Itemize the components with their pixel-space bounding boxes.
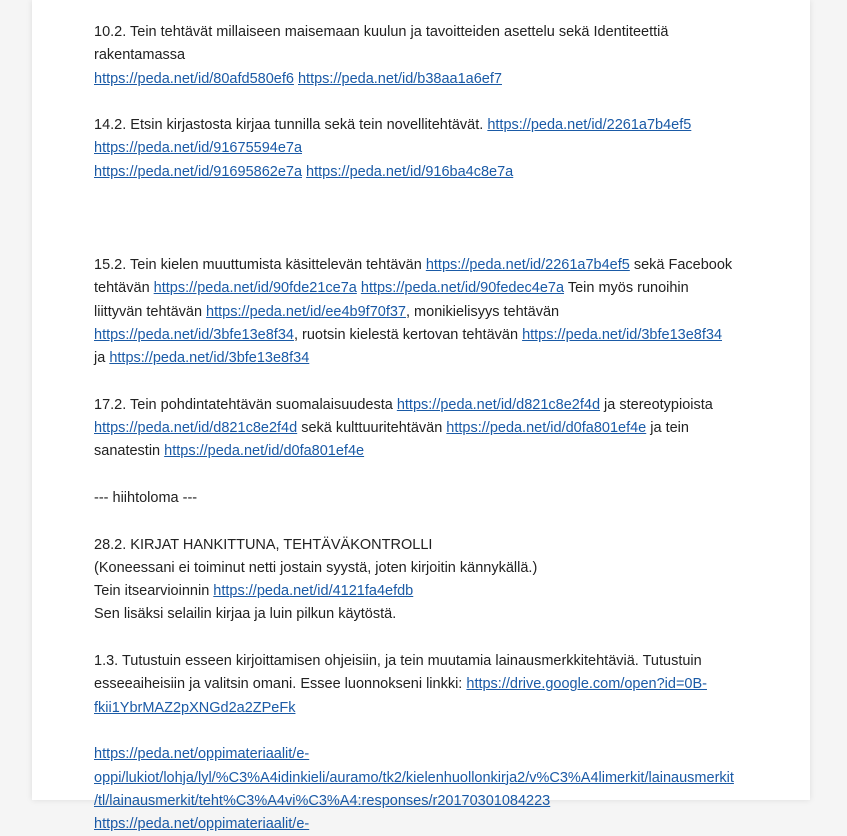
link-3bfe13e8f34[interactable]: https://peda.net/id/3bfe13e8f34 — [94, 326, 294, 343]
entry-14-2-line-3 — [94, 161, 794, 184]
entry-1-3-line-3 — [94, 697, 794, 720]
entry-28-2-heading: 28.2. KIRJAT HANKITTUNA, TEHTÄVÄKONTROLLI — [94, 536, 433, 553]
entry-15-2-line-5: ja https://peda.net/id/3bfe13e8f34 — [94, 350, 310, 367]
entry-10-2-line-1: 10.2. Tein tehtävät millaiseen maisemaan kuulun ja tavoitteiden asettelu sekä Identiteettiä — [94, 24, 669, 40]
entry-15-2-line-1: 15.2. Tein kielen muuttumista käsittelevän tehtävän https://peda.net/id/2261a7b4ef5 sekä Facebook — [94, 256, 733, 273]
entry-15-2-line-3: liittyvän tehtävän https://peda.net/id/ee4b9f70f37, monikielisyys tehtävän — [94, 303, 560, 320]
entry-14-2-line-1: 14.2. Etsin kirjastosta kirjaa tunnilla sekä tein novellitehtävät. https://peda.net/id/2261a7b4ef5 — [94, 117, 692, 134]
link-b38aa1a6ef7[interactable]: https://peda.net/id/b38aa1a6ef7 — [297, 70, 502, 87]
link-80afd580ef6[interactable]: https://peda.net/id/80afd580ef6 — [94, 70, 294, 87]
link-d821c8e2f4d[interactable]: https://peda.net/id/d821c8e2f4d — [94, 420, 298, 437]
document-page — [32, 0, 810, 833]
long-link-line-1 — [94, 743, 794, 766]
link-90fedec4e7a[interactable]: https://peda.net/id/90fedec4e7a — [360, 280, 565, 297]
entry-17-2-line-2: https://peda.net/id/d821c8e2f4d sekä kulttuuritehtävän https://peda.net/id/d0fa801ef4e ja tein — [94, 420, 689, 437]
long-link-line-2 — [94, 767, 794, 790]
entry-17-2-line-3: sanatestin https://peda.net/id/d0fa801ef4e — [94, 443, 365, 460]
entry-1-3-line-2: esseeaiheisiin ja valitsin omani. Essee luonnokseni linkki: https://drive.google.com/open?id=0B- — [94, 676, 707, 693]
link-lainausmerkit[interactable]: https://peda.net/oppimateriaalit/e- — [94, 746, 310, 763]
link-91675594e7a[interactable]: https://peda.net/id/91675594e7a — [94, 140, 303, 157]
link-2261a7b4ef5[interactable]: https://peda.net/id/2261a7b4ef5 — [487, 117, 692, 134]
link-lainausmerkit-cont[interactable]: oppi/lukiot/lohja/lyl/%C3%A4idinkieli/auramo/tk2/kielenhuollonkirja2/v%C3%A4limerkit/lainausmerkit — [94, 769, 734, 786]
link-4121fa4efdb[interactable]: https://peda.net/id/4121fa4efdb — [213, 583, 414, 600]
entry-1-3-line-1: 1.3. Tutustuin esseen kirjoittamisen ohjeisiin, ja tein muutamia lainausmerkkitehtäviä. Tutustuin — [94, 653, 702, 670]
long-link-line-3 — [94, 790, 794, 813]
entry-28-2-note: (Koneessani ei toiminut netti jostain syystä, joten kirjoitin kännykällä.) — [94, 559, 538, 576]
link-d0fa801ef4e[interactable]: https://peda.net/id/d0fa801ef4e — [164, 443, 365, 460]
link-d821c8e2f4d[interactable]: https://peda.net/id/d821c8e2f4d — [396, 396, 601, 413]
document-body — [94, 21, 794, 836]
entry-15-2-line-2: tehtävän https://peda.net/id/90fde21ce7a https://peda.net/id/90fedec4e7a Tein myös runoihin — [94, 280, 689, 297]
link-google-drive-essay[interactable]: https://drive.google.com/open?id=0B- — [466, 676, 707, 693]
entry-28-2-line-3: Tein itsearvioinnin https://peda.net/id/4121fa4efdb — [94, 583, 414, 600]
link-3bfe13e8f34[interactable]: https://peda.net/id/3bfe13e8f34 — [109, 350, 310, 367]
entry-10-2-links — [94, 68, 794, 91]
link-lainausmerkit-end[interactable]: /tl/lainausmerkit/teht%C3%A4vi%C3%A4:responses/r20170301084223 — [94, 792, 551, 809]
link-google-drive-essay-cont[interactable]: fkii1YbrMAZ2pXNGd2a2ZPeFk — [94, 699, 296, 716]
link-90fde21ce7a[interactable]: https://peda.net/id/90fde21ce7a — [153, 280, 357, 297]
entry-17-2-line-1: 17.2. Tein pohdintatehtävän suomalaisuudesta https://peda.net/id/d821c8e2f4d ja stereotypioista — [94, 396, 713, 413]
link-2261a7b4ef5[interactable]: https://peda.net/id/2261a7b4ef5 — [425, 256, 630, 273]
link-d0fa801ef4e[interactable]: https://peda.net/id/d0fa801ef4e — [446, 420, 647, 437]
link-91695862e7a[interactable]: https://peda.net/id/91695862e7a — [94, 163, 303, 180]
link-916ba4c8e7a[interactable]: https://peda.net/id/916ba4c8e7a — [306, 163, 514, 180]
entry-14-2-line-2 — [94, 137, 794, 160]
link-3bfe13e8f34[interactable]: https://peda.net/id/3bfe13e8f34 — [522, 326, 723, 343]
section-separator: --- hiihtoloma --- — [94, 489, 198, 506]
link-ee4b9f70f37[interactable]: https://peda.net/id/ee4b9f70f37 — [206, 303, 406, 320]
entry-10-2-line-2: rakentamassa — [94, 47, 186, 64]
entry-15-2-line-4: https://peda.net/id/3bfe13e8f34, ruotsin kielestä kertovan tehtävän https://peda.net/id/3bfe13e8f34 — [94, 326, 723, 343]
link-oppimateriaalit[interactable]: https://peda.net/oppimateriaalit/e- — [94, 816, 310, 833]
entry-28-2-line-4: Sen lisäksi selailin kirjaa ja luin pilkun käytöstä. — [94, 606, 397, 623]
long-link-2-line-1 — [94, 813, 794, 836]
